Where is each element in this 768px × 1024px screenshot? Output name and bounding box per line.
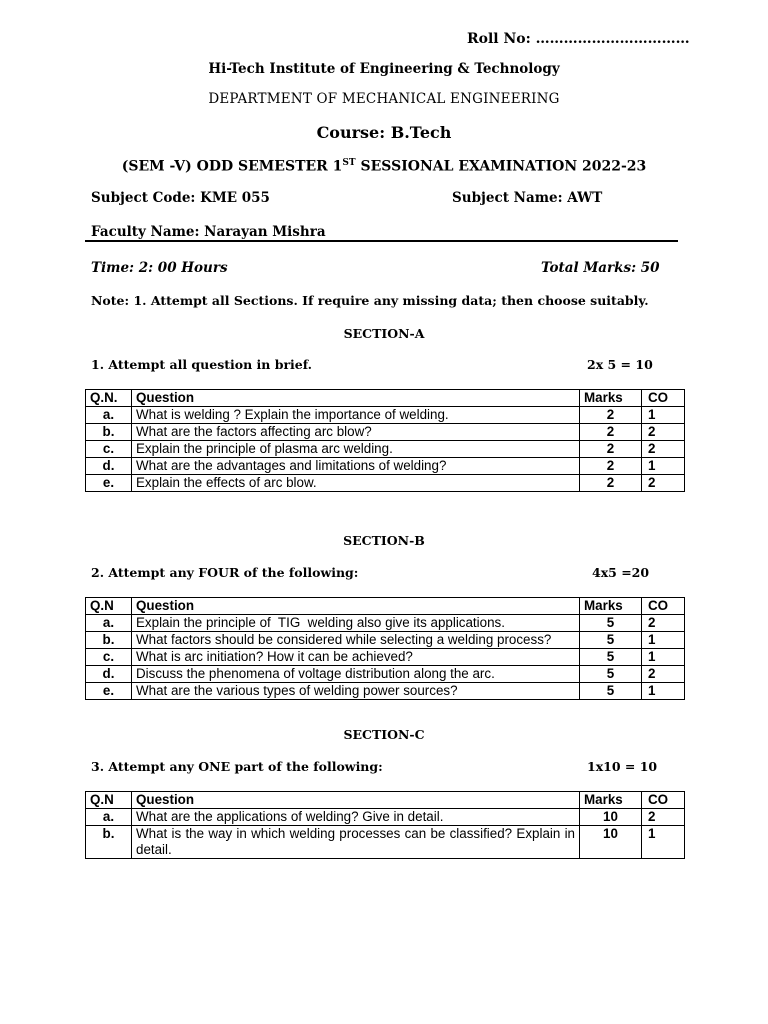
section-b-title: SECTION-B <box>343 533 425 548</box>
question-marks: 2 <box>580 441 642 458</box>
table-row <box>86 826 685 859</box>
question-co: 2 <box>642 441 685 458</box>
table-row <box>86 441 685 458</box>
department-name: DEPARTMENT OF MECHANICAL ENGINEERING <box>208 91 560 107</box>
header-qn: Q.N <box>86 792 132 809</box>
question-number: a. <box>86 407 132 424</box>
exam-title-prefix: (SEM -V) ODD SEMESTER 1 <box>121 158 343 175</box>
question-number: b. <box>86 826 132 859</box>
question-number: a. <box>86 615 132 632</box>
question-marks: 5 <box>580 615 642 632</box>
table-row <box>86 424 685 441</box>
exam-title <box>0 158 768 175</box>
institute-name: Hi-Tech Institute of Engineering & Technology <box>208 61 560 77</box>
header-qn: Q.N <box>86 598 132 615</box>
question-number: c. <box>86 441 132 458</box>
question-co: 1 <box>642 683 685 700</box>
header-co: CO <box>642 792 685 809</box>
section-a-title: SECTION-A <box>343 326 425 341</box>
exam-note: Note: 1. Attempt all Sections. If require any missing data; then choose suitably. <box>91 293 649 308</box>
table-row <box>86 407 685 424</box>
question-co: 1 <box>642 632 685 649</box>
total-marks: Total Marks: 50 <box>541 260 660 276</box>
question-marks: 2 <box>580 458 642 475</box>
header-question: Question <box>132 792 580 809</box>
table-row <box>86 458 685 475</box>
exam-title-sup: ST <box>342 158 356 168</box>
question-text: What are the various types of welding power sources? <box>132 683 580 700</box>
question-co: 2 <box>642 424 685 441</box>
table-row <box>86 649 685 666</box>
question-text: What are the factors affecting arc blow? <box>132 424 580 441</box>
question-co: 2 <box>642 809 685 826</box>
section-a-marks: 2x 5 = 10 <box>587 357 653 372</box>
header-co: CO <box>642 390 685 407</box>
section-c-table <box>85 791 685 859</box>
section-b-table <box>85 597 685 700</box>
question-marks: 10 <box>580 826 642 859</box>
question-text: What are the applications of welding? Give in detail. <box>132 809 580 826</box>
question-co: 1 <box>642 407 685 424</box>
question-text: What is welding ? Explain the importance of welding. <box>132 407 580 424</box>
question-number: d. <box>86 666 132 683</box>
question-marks: 5 <box>580 649 642 666</box>
section-c-title: SECTION-C <box>343 727 425 742</box>
question-text: What are the advantages and limitations of welding? <box>132 458 580 475</box>
question-co: 2 <box>642 475 685 492</box>
question-co: 1 <box>642 826 685 859</box>
question-marks: 2 <box>580 424 642 441</box>
question-text: Explain the effects of arc blow. <box>132 475 580 492</box>
section-b-marks: 4x5 =20 <box>592 565 650 580</box>
question-marks: 5 <box>580 683 642 700</box>
header-question: Question <box>132 390 580 407</box>
course-title: Course: B.Tech <box>316 123 452 142</box>
table-row <box>86 809 685 826</box>
question-number: c. <box>86 649 132 666</box>
question-number: e. <box>86 683 132 700</box>
section-a-table <box>85 389 685 492</box>
question-number: b. <box>86 424 132 441</box>
section-a-instruction: 1. Attempt all question in brief. <box>91 357 313 372</box>
table-row <box>86 666 685 683</box>
question-co: 1 <box>642 649 685 666</box>
question-text: Discuss the phenomena of voltage distribution along the arc. <box>132 666 580 683</box>
header-marks: Marks <box>580 598 642 615</box>
exam-time: Time: 2: 00 Hours <box>91 260 228 276</box>
subject-code: Subject Code: KME 055 <box>91 190 270 206</box>
question-marks: 10 <box>580 809 642 826</box>
table-header-row <box>86 598 685 615</box>
faculty-name: Faculty Name: Narayan Mishra <box>91 224 326 240</box>
question-text: What is arc initiation? How it can be achieved? <box>132 649 580 666</box>
question-number: a. <box>86 809 132 826</box>
roll-no: Roll No: …………………………… <box>467 31 690 47</box>
table-row <box>86 683 685 700</box>
question-marks: 2 <box>580 475 642 492</box>
table-header-row <box>86 792 685 809</box>
table-row <box>86 475 685 492</box>
header-question: Question <box>132 598 580 615</box>
header-divider <box>85 240 678 242</box>
question-number: e. <box>86 475 132 492</box>
question-text: What is the way in which welding processes can be classified? Explain in detail. <box>132 826 580 859</box>
table-row <box>86 632 685 649</box>
question-number: d. <box>86 458 132 475</box>
question-number: b. <box>86 632 132 649</box>
question-text: Explain the principle of plasma arc welding. <box>132 441 580 458</box>
section-c-instruction: 3. Attempt any ONE part of the following: <box>91 759 383 774</box>
question-co: 1 <box>642 458 685 475</box>
question-text: Explain the principle of TIG welding also give its applications. <box>132 615 580 632</box>
header-co: CO <box>642 598 685 615</box>
question-marks: 5 <box>580 632 642 649</box>
table-row <box>86 615 685 632</box>
question-marks: 2 <box>580 407 642 424</box>
question-marks: 5 <box>580 666 642 683</box>
question-co: 2 <box>642 615 685 632</box>
exam-title-suffix: SESSIONAL EXAMINATION 2022-23 <box>355 158 647 175</box>
section-b-instruction: 2. Attempt any FOUR of the following: <box>91 565 359 580</box>
header-qn: Q.N. <box>86 390 132 407</box>
subject-name: Subject Name: AWT <box>452 190 603 206</box>
section-c-marks: 1x10 = 10 <box>587 759 658 774</box>
table-header-row <box>86 390 685 407</box>
question-co: 2 <box>642 666 685 683</box>
header-marks: Marks <box>580 390 642 407</box>
header-marks: Marks <box>580 792 642 809</box>
question-text: What factors should be considered while selecting a welding process? <box>132 632 580 649</box>
